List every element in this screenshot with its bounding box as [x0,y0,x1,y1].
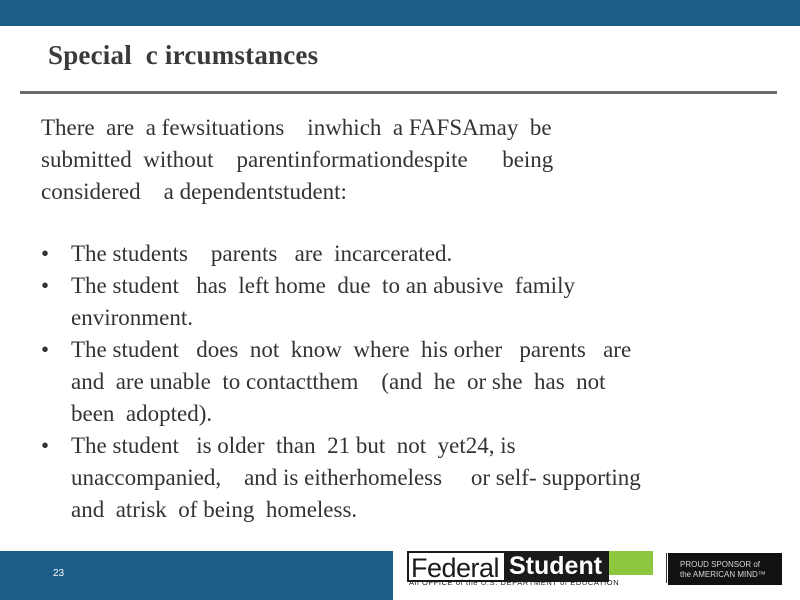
intro-line: submitted without parentinformationdespite being [41,147,554,172]
title-divider [20,91,777,94]
bullet-icon: • [41,241,50,266]
bullet-item [41,270,721,334]
sponsor-badge [668,553,782,585]
bullet-line: been adopted). [71,401,213,426]
logo-subtitle: An OFFICE of the U.S. DEPARTMENT of EDUCATION [409,578,620,587]
intro-line: considered a dependentstudent: [41,179,347,204]
federal-student-logo-word-student: Student [506,551,609,582]
page-number: 23 [53,568,65,579]
bullet-line: The student is older than 21 but not yet24, is [71,433,516,458]
bullet-line: The student has left home due to an abusive family [71,273,575,298]
bullet-line: and are unable to contactthem (and he or she has not [71,369,606,394]
bullet-item [41,238,721,270]
logo-divider [666,553,667,583]
paragraph-spacer [41,208,721,238]
slide-title: Special c ircumstances [48,40,319,70]
slide-body [41,112,721,526]
federal-student-logo-word-federal: Federal [407,551,506,582]
bullet-icon: • [41,273,50,298]
bullet-line: environment. [71,305,193,330]
intro-paragraph [41,112,721,208]
bullet-line: The students parents are incarcerated. [71,241,453,266]
intro-line: There are a fewsituations inwhich a FAFSAmay be [41,115,552,140]
sponsor-text-line: the AMERICAN MIND™ [680,570,766,579]
bullet-icon: • [41,337,50,362]
top-banner [0,0,800,26]
bullet-icon: • [41,433,50,458]
sponsor-text-line: PROUD SPONSOR of [680,560,761,569]
bullet-item [41,430,721,526]
logo-green-block [609,551,653,575]
bullet-line: The student does not know where his orher parents are [71,337,632,362]
bullet-line: unaccompanied, and is eitherhomeless or self- supporting [71,465,641,490]
bullet-item [41,334,721,430]
bullet-line: and atrisk of being homeless. [71,497,358,522]
